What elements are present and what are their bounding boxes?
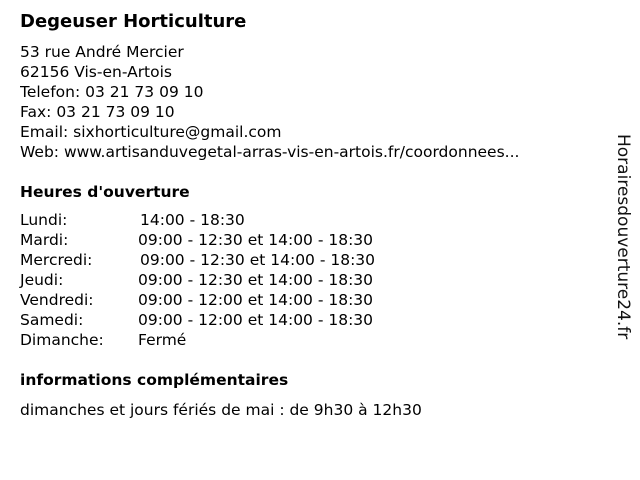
- opening-hours-title: Heures d'ouverture: [20, 183, 190, 201]
- day-label: Jeudi:: [20, 271, 64, 289]
- time-value: 09:00 - 12:30 et 14:00 - 18:30: [140, 251, 376, 269]
- contact-details: [20, 42, 610, 162]
- hours-row-saturday: [20, 310, 375, 330]
- hours-row-thursday: [20, 270, 375, 290]
- day-label: Mardi:: [20, 231, 69, 249]
- time-value: 09:00 - 12:00 et 14:00 - 18:30: [138, 311, 374, 329]
- hours-row-sunday: [20, 330, 375, 350]
- day-label: Samedi:: [20, 311, 84, 329]
- phone-number: Telefon: 03 21 73 09 10: [20, 83, 204, 101]
- hours-row-monday: [20, 210, 375, 230]
- time-value: Fermé: [138, 331, 187, 349]
- address-city: 62156 Vis-en-Artois: [20, 63, 173, 81]
- day-label: Mercredi:: [20, 251, 93, 269]
- hours-row-wednesday: [20, 250, 375, 270]
- website-link[interactable]: Web: www.artisanduvegetal-arras-vis-en-artois.fr/coordonnees...: [20, 143, 520, 161]
- hours-row-tuesday: [20, 230, 375, 250]
- address-street: 53 rue André Mercier: [20, 43, 184, 61]
- day-label: Dimanche:: [20, 331, 104, 349]
- business-name: Degeuser Horticulture: [20, 11, 247, 32]
- fax-number: Fax: 03 21 73 09 10: [20, 103, 175, 121]
- time-value: 09:00 - 12:00 et 14:00 - 18:30: [138, 291, 374, 309]
- day-label: Lundi:: [20, 211, 68, 229]
- time-value: 09:00 - 12:30 et 14:00 - 18:30: [138, 231, 374, 249]
- hours-row-friday: [20, 290, 375, 310]
- site-watermark: Horairesdouverture24.fr: [613, 134, 633, 340]
- additional-info-text: dimanches et jours fériés de mai : de 9h30 à 12h30: [20, 401, 422, 419]
- additional-info-title: informations complémentaires: [20, 371, 289, 389]
- opening-hours-table: [20, 210, 375, 350]
- day-label: Vendredi:: [20, 291, 94, 309]
- time-value: 09:00 - 12:30 et 14:00 - 18:30: [138, 271, 374, 289]
- time-value: 14:00 - 18:30: [140, 211, 245, 229]
- email-address: Email: sixhorticulture@gmail.com: [20, 123, 282, 141]
- business-card: [20, 10, 610, 420]
